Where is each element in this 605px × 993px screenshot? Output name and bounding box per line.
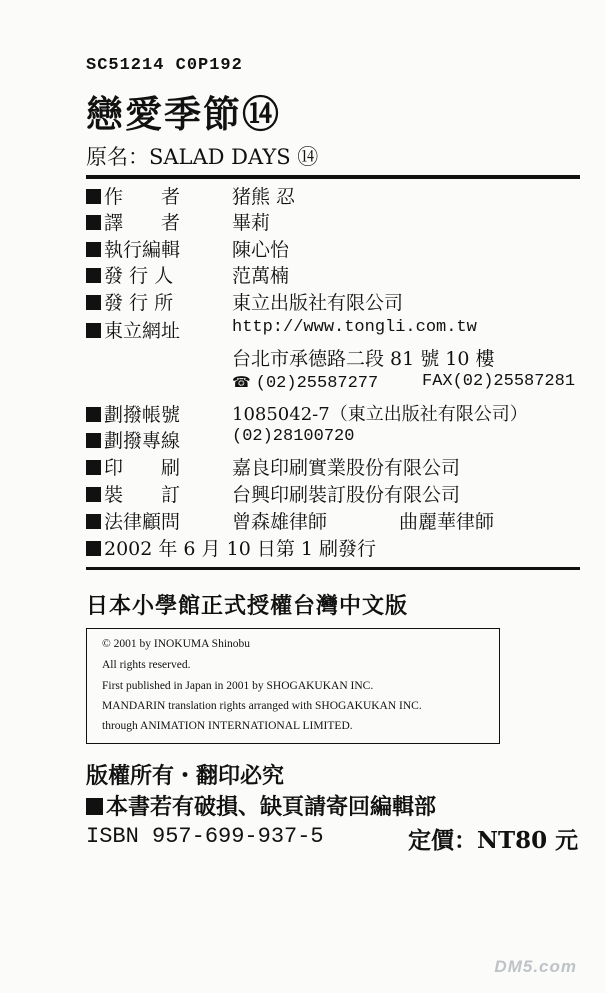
watermark-logo: DM5.com <box>494 957 577 976</box>
bullet-square-icon <box>86 323 101 338</box>
copyright-line: through ANIMATION INTERNATIONAL LIMITED. <box>102 720 353 732</box>
credit-value: 曾森雄律師 <box>232 511 328 533</box>
credit-value: 東立出版社有限公司 <box>232 292 404 314</box>
damaged-notice-row <box>86 790 436 821</box>
website-url[interactable]: http://www.tongli.com.tw <box>232 318 477 337</box>
credit-row-website: 東立網址 http://www.tongli.com.tw <box>86 316 586 342</box>
credit-row-translator: 譯 者 畢莉 <box>86 208 566 234</box>
fax-number: FAX(02)25587281 <box>422 372 576 391</box>
credit-row-giro-account: 劃撥帳號 1085042-7（東立出版社有限公司） <box>86 400 586 426</box>
bullet-square-icon <box>86 295 101 310</box>
isbn: ISBN 957-699-937-5 <box>86 824 324 849</box>
bullet-square-icon <box>86 242 101 257</box>
credit-value: 1085042-7（東立出版社有限公司） <box>232 404 528 425</box>
book-title: 戀愛季節⑭ <box>86 92 281 136</box>
credit-value-secondary: 曲麗華律師 <box>399 511 495 533</box>
print-date-row <box>86 534 566 560</box>
bullet-square-icon <box>86 460 101 475</box>
bullet-square-icon <box>86 541 101 556</box>
bullet-square-icon <box>86 215 101 230</box>
price: 定價：NT80 元 <box>408 827 579 854</box>
bullet-square-icon <box>86 433 101 448</box>
rights-notice: 版權所有・翻印必究 <box>86 763 285 789</box>
bullet-square-icon <box>86 268 101 283</box>
credit-row-editor: 執行編輯 陳心怡 <box>86 235 566 261</box>
credit-value: 范萬楠 <box>232 265 290 287</box>
credit-value: 猪熊 忍 <box>232 186 296 208</box>
copyright-box <box>86 628 500 744</box>
credit-value: 陳心怡 <box>232 239 290 261</box>
credit-row-printer: 印 刷 嘉良印刷實業股份有限公司 <box>86 453 566 479</box>
credit-row-binder: 裝 訂 台興印刷裝訂股份有限公司 <box>86 480 566 506</box>
credit-row-publishing-house: 發 行 所 東立出版社有限公司 <box>86 288 566 314</box>
credit-row-publisher: 發 行 人 范萬楠 <box>86 261 566 287</box>
bullet-square-icon <box>86 798 103 815</box>
address: 台北市承德路二段 81 號 10 樓 <box>232 348 495 370</box>
bullet-square-icon <box>86 514 101 529</box>
copyright-line: First published in Japan in 2001 by SHOGAKUKAN INC. <box>102 680 374 692</box>
credit-value: 嘉良印刷實業股份有限公司 <box>232 457 461 479</box>
credit-row-giro-line: 劃撥專線 (02)28100720 <box>86 426 566 452</box>
credit-value: 台興印刷裝訂股份有限公司 <box>232 484 461 506</box>
credit-row-legal: 法律顧問 曾森雄律師 曲麗華律師 <box>86 507 566 533</box>
phone-number: (02)25587277 <box>255 374 379 393</box>
product-code: SC51214 C0P192 <box>86 56 243 75</box>
original-title: 原名：SALAD DAYS ⑭ <box>86 145 319 169</box>
credit-value: 畢莉 <box>232 212 271 234</box>
copyright-line: © 2001 by INOKUMA Shinobu <box>102 638 251 650</box>
title-rule <box>86 175 580 179</box>
credit-value: (02)28100720 <box>232 427 355 446</box>
copyright-line: All rights reserved. <box>102 659 191 671</box>
bullet-square-icon <box>86 487 101 502</box>
credit-row-author: 作 者 猪熊 忍 <box>86 182 566 208</box>
print-date: 2002 年 6 月 10 日第 1 刷發行 <box>104 538 376 560</box>
contact-line <box>232 372 582 396</box>
edition-note: 日本小學館正式授權台灣中文版 <box>86 593 409 619</box>
mid-rule <box>86 567 580 570</box>
bullet-square-icon <box>86 189 101 204</box>
bullet-square-icon <box>86 407 101 422</box>
telephone-icon: ☎ <box>232 373 251 391</box>
copyright-line: MANDARIN translation rights arranged with SHOGAKUKAN INC. <box>102 700 422 712</box>
damaged-notice: 本書若有破損、缺頁請寄回編輯部 <box>106 794 437 820</box>
